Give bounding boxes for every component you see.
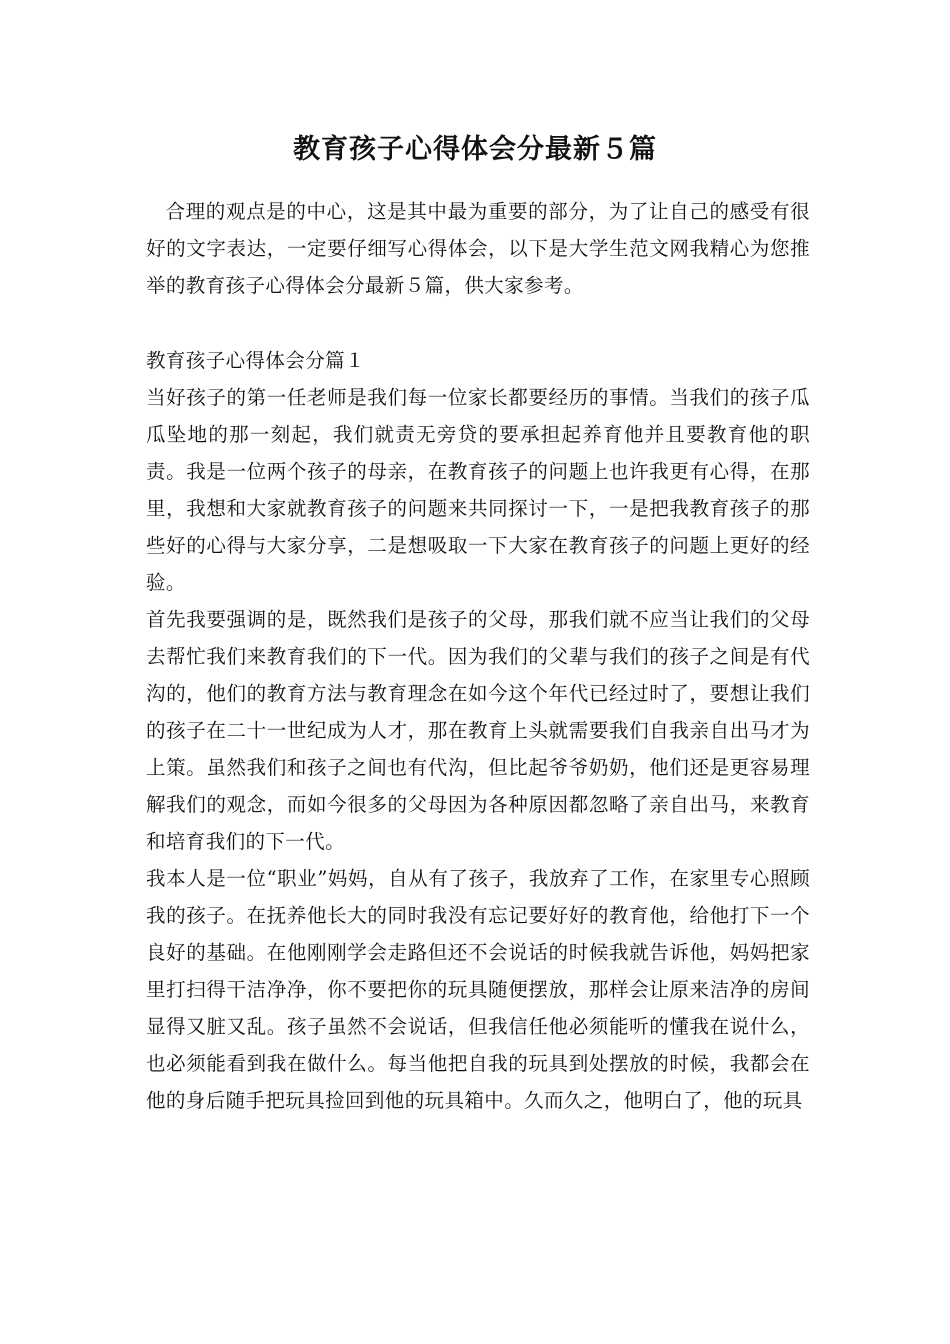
document-title: 教育孩子心得体会分最新５篇 [293,134,657,165]
intro-block [146,193,810,304]
body-paragraph-1: 当好孩子的第一任老师是我们每一位家长都要经历的事情。当我们的孩子瓜瓜坠地的那一刻起，我们就责无旁贷的要承担起养育他并且要教育他的职责。我是一位两个孩子的母亲，在教育孩子的问题上也许我更有心得，在那里，我想和大家就教育孩子的问题来共同探讨一下，一是把我教育孩子的那些好的心得与大家分享，二是想吸取一下大家在教育孩子的问题上更好的经验。 [146,386,810,594]
body-paragraph-3: 我本人是一位“职业”妈妈，自从有了孩子，我放弃了工作，在家里专心照顾我的孩子。在抚养他长大的同时我没有忘记要好好的教育他，给他打下一个良好的基础。在他刚刚学会走路但还不会说话的时候我就告诉他，妈妈把家里打扫得干洁净净，你不要把你的玩具随便摆放，那样会让原来洁净的房间显得又脏又乱。孩子虽然不会说话，但我信任他必须能听的懂我在说什么，也必须能看到我在做什么。每当他把自我的玩具到处摆放的时候，我都会在他的身后随手把玩具捡回到他的玩具箱中。久而久之，他明白了，他的玩具 [146,867,810,1112]
content-block [146,342,810,1119]
body-paragraph-2: 首先我要强调的是，既然我们是孩子的父母，那我们就不应当让我们的父母去帮忙我们来教育我们的下一代。因为我们的父辈与我们的孩子之间是有代沟的，他们的教育方法与教育理念在如今这个年代已经过时了，要想让我们的孩子在二十一世纪成为人才，那在教育上头就需要我们自我亲自出马才为上策。虽然我们和孩子之间也有代沟，但比起爷爷奶奶，他们还是更容易理解我们的观念，而如今很多的父母因为各种原因都忽略了亲自出马，来教育和培育我们的下一代。 [146,608,810,853]
section-heading: 教育孩子心得体会分篇１ [146,349,365,372]
intro-paragraph: 合理的观点是的中心，这是其中最为重要的部分，为了让自己的感受有很好的文字表达，一定要仔细写心得体会，以下是大学生范文网我精心为您推举的教育孩子心得体会分最新５篇，供大家参考。 [146,200,810,297]
